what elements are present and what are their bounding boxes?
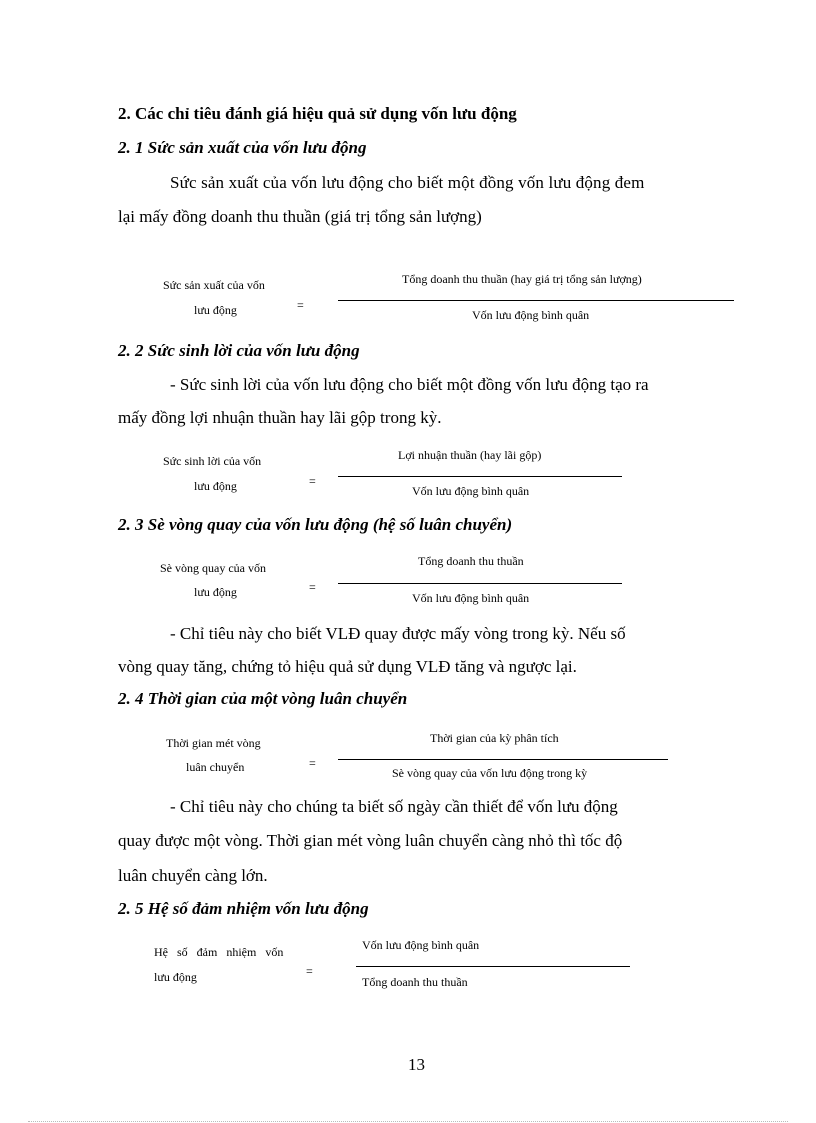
formula-equals: = — [306, 964, 313, 978]
paragraph-2-4-line3: luân chuyển càng lớn. — [118, 866, 268, 885]
formula-denominator: Tổng doanh thu thuần — [362, 975, 468, 989]
formula-numerator: Tổng doanh thu thuần — [418, 554, 524, 568]
formula-numerator: Lợi nhuận thuần (hay lãi gộp) — [398, 448, 542, 462]
formula-lhs-line1: Sức sinh lời của vốn — [163, 454, 262, 468]
paragraph-2-1-line2: lại mấy đồng doanh thu thuần (giá trị tổng sản lượng) — [118, 207, 482, 226]
page-bottom-divider — [28, 1121, 788, 1122]
fraction-bar — [338, 583, 622, 584]
formula-equals: = — [297, 298, 304, 312]
paragraph-2-1-line1: Sức sản xuất của vốn lưu động cho biết một đồng vốn lưu động đem — [170, 173, 645, 192]
formula-denominator: Vốn lưu động bình quân — [412, 591, 530, 605]
subsection-title-2-2: 2. 2 Sức sinh lời của vốn lưu động — [118, 341, 360, 360]
formula-denominator: Vốn lưu động bình quân — [412, 484, 530, 498]
paragraph-2-2-line2: mấy đồng lợi nhuận thuần hay lãi gộp trong kỳ. — [118, 408, 442, 427]
formula-denominator: Vốn lưu động bình quân — [472, 308, 590, 322]
formula-lhs-line1: Sè vòng quay của vốn — [160, 561, 266, 575]
formula-lhs-line1: Hệ số đảm nhiệm vốn — [154, 945, 284, 959]
subsection-title-2-1: 2. 1 Sức sản xuất của vốn lưu động — [118, 138, 367, 157]
formula-lhs-line2: lưu động — [194, 303, 237, 317]
formula-denominator: Sè vòng quay của vốn lưu động trong kỳ — [392, 766, 588, 780]
paragraph-2-4-line1: - Chỉ tiêu này cho chúng ta biết số ngày cần thiết để vốn lưu động — [170, 797, 618, 816]
formula-lhs-line2: lưu động — [154, 970, 197, 984]
formula-lhs-line2: lưu động — [194, 585, 237, 599]
formula-lhs-line1: Thời gian mét vòng — [166, 736, 261, 750]
paragraph-2-4-line2: quay được một vòng. Thời gian mét vòng luân chuyển càng nhỏ thì tốc độ — [118, 831, 623, 850]
subsection-title-2-5: 2. 5 Hệ số đảm nhiệm vốn lưu động — [118, 899, 369, 918]
formula-numerator: Thời gian của kỳ phân tích — [430, 731, 559, 745]
fraction-bar — [338, 300, 734, 301]
formula-equals: = — [309, 474, 316, 488]
fraction-bar — [356, 966, 630, 967]
subsection-title-2-3: 2. 3 Sè vòng quay của vốn lưu động (hệ số luân chuyển) — [118, 515, 513, 534]
formula-equals: = — [309, 756, 316, 770]
formula-lhs-line2: lưu động — [194, 479, 237, 493]
paragraph-2-3-line1: - Chỉ tiêu này cho biết VLĐ quay được mấy vòng trong kỳ. Nếu số — [170, 624, 626, 643]
formula-equals: = — [309, 580, 316, 594]
page-number: 13 — [408, 1055, 425, 1074]
formula-numerator: Tổng doanh thu thuần (hay giá trị tổng sản lượng) — [402, 272, 642, 286]
section-title: 2. Các chỉ tiêu đánh giá hiệu quả sử dụng vốn lưu động — [118, 104, 517, 123]
formula-lhs-line2: luân chuyển — [186, 760, 245, 774]
formula-lhs-line1: Sức sản xuất của vốn — [163, 278, 265, 292]
fraction-bar — [338, 759, 668, 760]
paragraph-2-2-line1: - Sức sinh lời của vốn lưu động cho biết một đồng vốn lưu động tạo ra — [170, 375, 649, 394]
formula-numerator: Vốn lưu động bình quân — [362, 938, 480, 952]
subsection-title-2-4: 2. 4 Thời gian của một vòng luân chuyển — [118, 689, 408, 708]
fraction-bar — [338, 476, 622, 477]
paragraph-2-3-line2: vòng quay tăng, chứng tỏ hiệu quả sử dụng VLĐ tăng và ngược lại. — [118, 657, 577, 676]
